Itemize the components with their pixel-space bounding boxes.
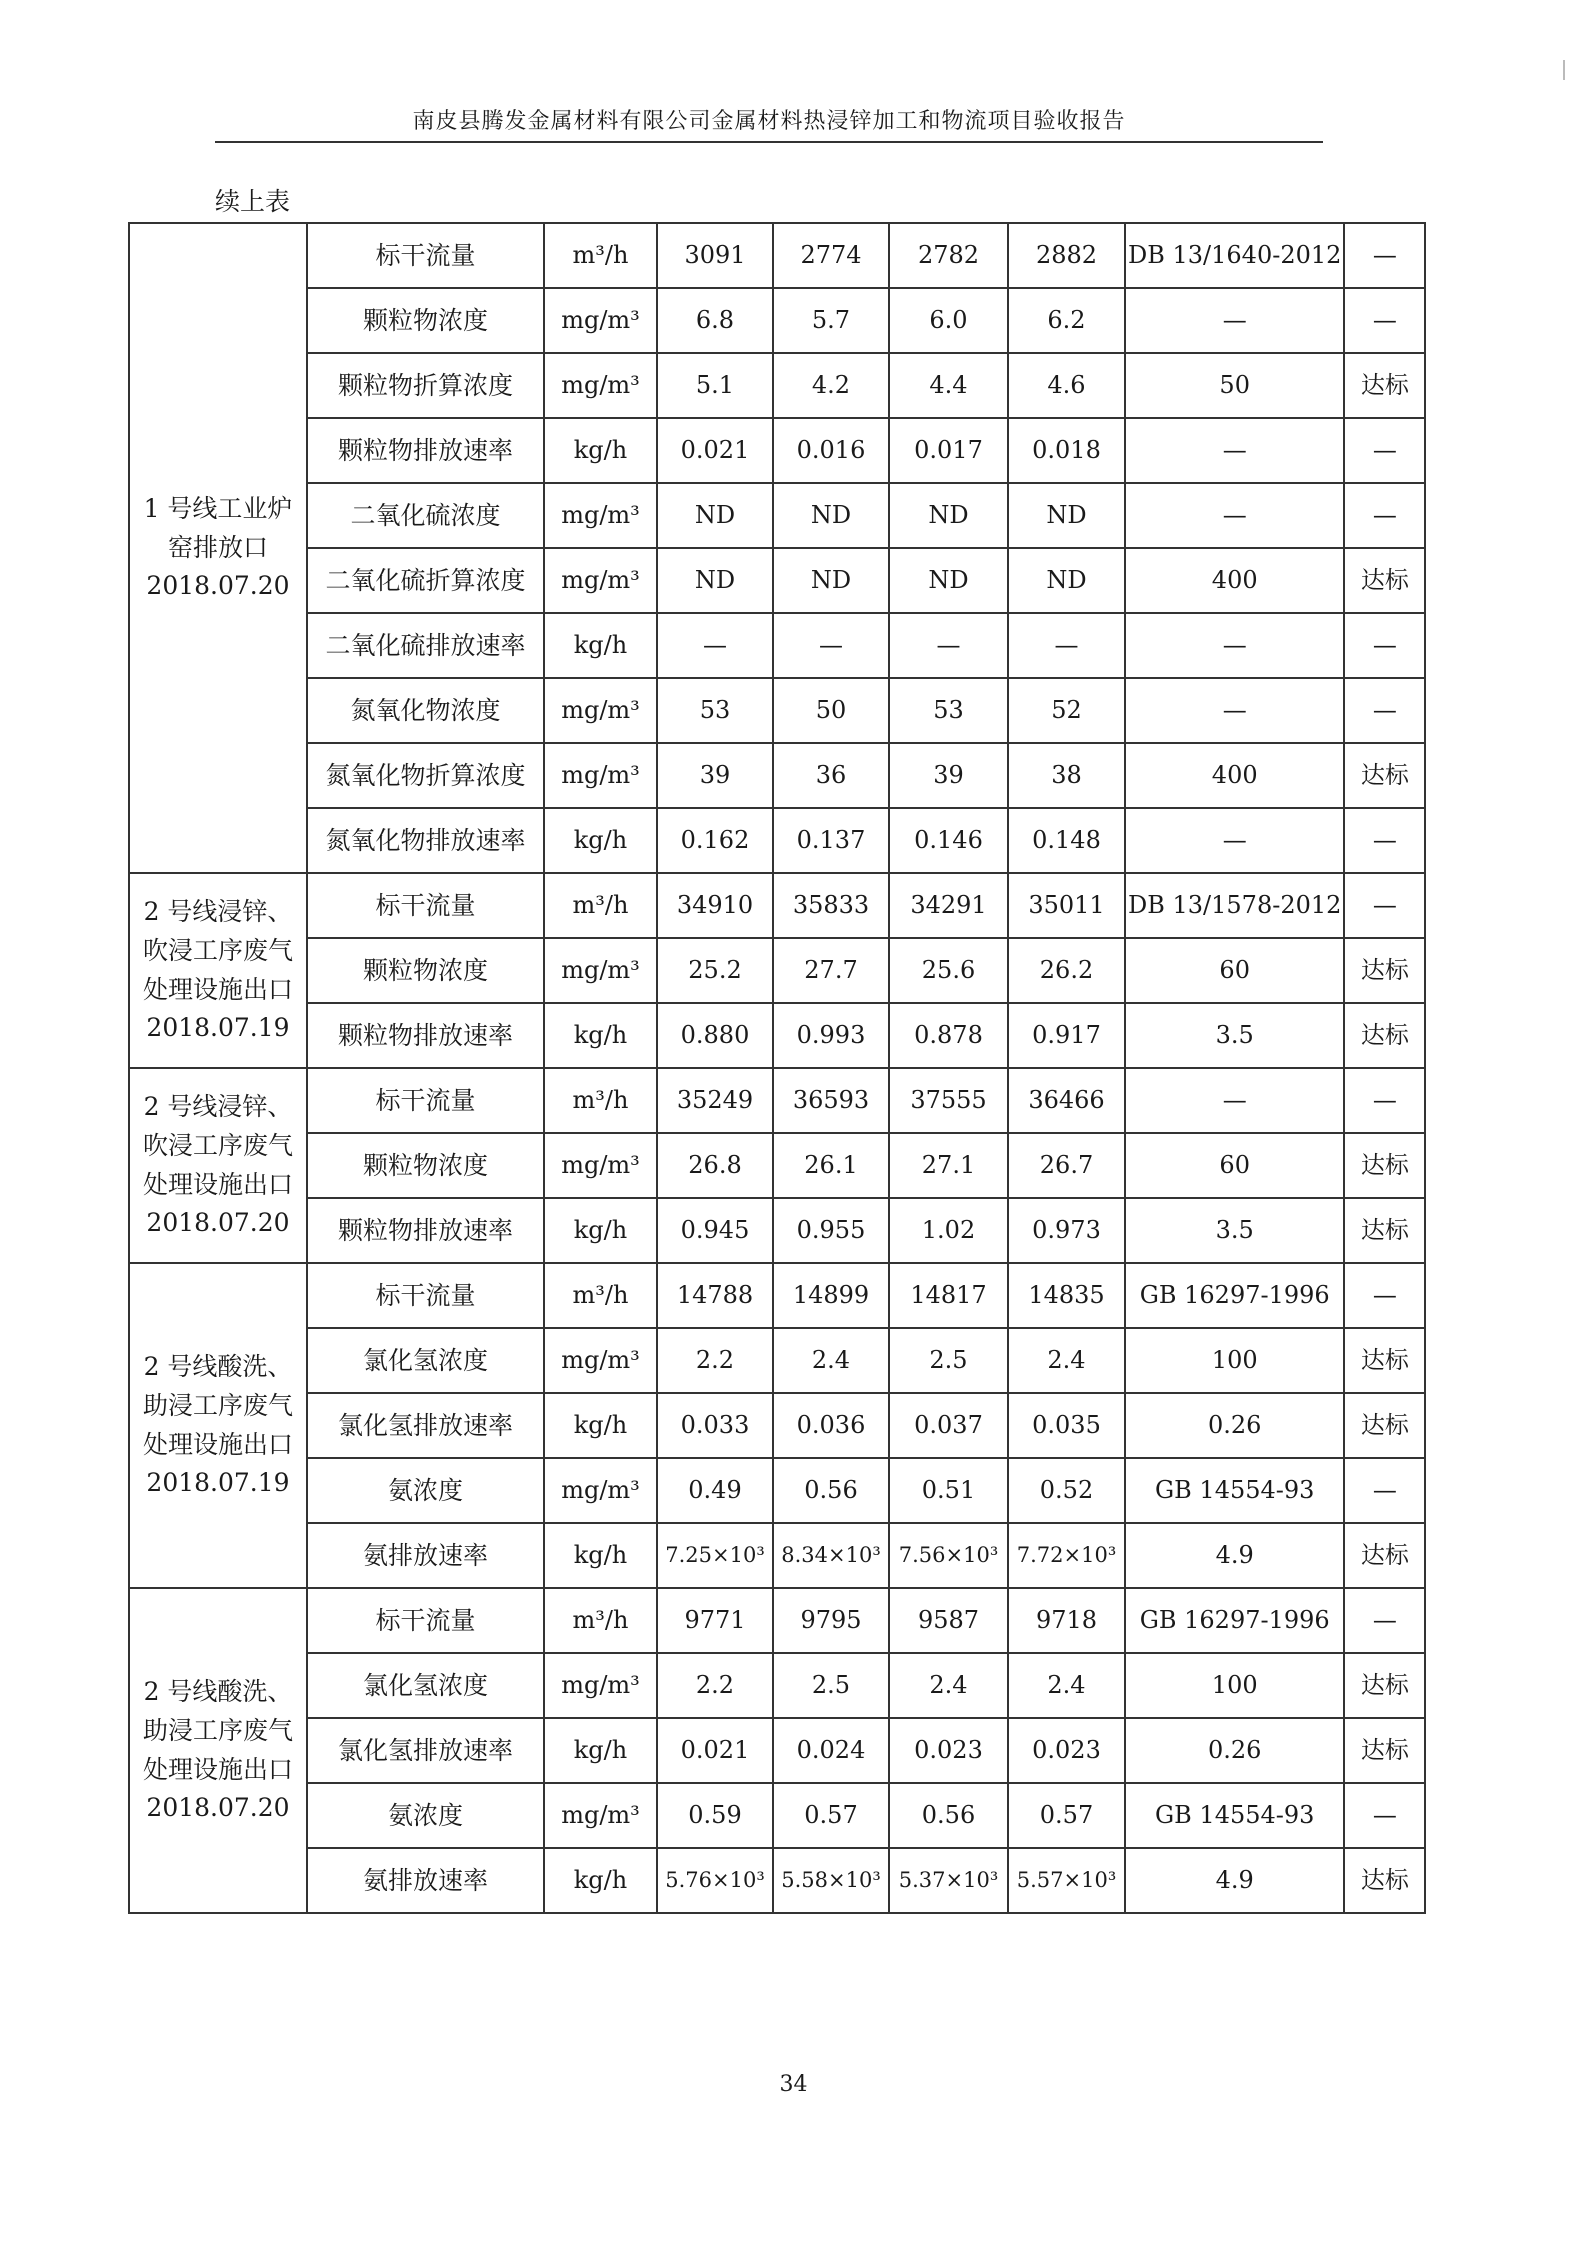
value-cell: 0.018 (1008, 418, 1125, 483)
value-cell: 39 (889, 743, 1008, 808)
continued-table-label: 续上表 (215, 187, 291, 216)
table-row (129, 678, 1425, 743)
unit-cell: kg/h (544, 1718, 657, 1783)
value-cell: 2.2 (657, 1653, 773, 1718)
value-cell: 0.021 (657, 1718, 773, 1783)
result-cell: — (1344, 483, 1425, 548)
unit-cell: kg/h (544, 808, 657, 873)
value-cell: 0.59 (657, 1783, 773, 1848)
table-row (129, 1328, 1425, 1393)
standard-cell: — (1125, 418, 1344, 483)
sampling-point-cell: 1 号线工业炉窑排放口 2018.07.20 (129, 223, 307, 873)
value-cell: 36466 (1008, 1068, 1125, 1133)
standard-cell: 4.9 (1125, 1848, 1344, 1913)
item-cell: 氯化氢排放速率 (307, 1393, 544, 1458)
value-cell: 27.1 (889, 1133, 1008, 1198)
value-cell: 0.52 (1008, 1458, 1125, 1523)
unit-cell: mg/m³ (544, 288, 657, 353)
value-cell: 4.6 (1008, 353, 1125, 418)
value-cell: — (773, 613, 889, 678)
standard-cell: — (1125, 613, 1344, 678)
unit-cell: m³/h (544, 1588, 657, 1653)
unit-cell: kg/h (544, 1393, 657, 1458)
value-cell: 2782 (889, 223, 1008, 288)
table-row (129, 418, 1425, 483)
table-row (129, 1848, 1425, 1913)
value-cell: 2.2 (657, 1328, 773, 1393)
value-cell: 0.993 (773, 1003, 889, 1068)
result-cell: — (1344, 808, 1425, 873)
value-cell: 0.56 (773, 1458, 889, 1523)
value-cell: 0.57 (1008, 1783, 1125, 1848)
unit-cell: m³/h (544, 873, 657, 938)
value-cell: 39 (657, 743, 773, 808)
item-cell: 颗粒物浓度 (307, 1133, 544, 1198)
item-cell: 氨浓度 (307, 1458, 544, 1523)
value-cell: ND (889, 483, 1008, 548)
value-cell: — (657, 613, 773, 678)
sampling-point-cell: 2 号线酸洗、助浸工序废气处理设施出口 2018.07.20 (129, 1588, 307, 1913)
header-divider (215, 141, 1323, 143)
item-cell: 二氧化硫浓度 (307, 483, 544, 548)
value-cell: 9795 (773, 1588, 889, 1653)
item-cell: 氮氧化物浓度 (307, 678, 544, 743)
value-cell: — (1008, 613, 1125, 678)
value-cell: 0.945 (657, 1198, 773, 1263)
unit-cell: kg/h (544, 1003, 657, 1068)
table-row (129, 1523, 1425, 1588)
table-row (129, 548, 1425, 613)
standard-cell: 3.5 (1125, 1003, 1344, 1068)
value-cell: 0.162 (657, 808, 773, 873)
value-cell: 9718 (1008, 1588, 1125, 1653)
standard-cell: GB 16297-1996 (1125, 1263, 1344, 1328)
value-cell: 2774 (773, 223, 889, 288)
result-cell: 达标 (1344, 743, 1425, 808)
result-cell: 达标 (1344, 1133, 1425, 1198)
standard-cell: 3.5 (1125, 1198, 1344, 1263)
table-row (129, 1133, 1425, 1198)
unit-cell: m³/h (544, 1068, 657, 1133)
table-row (129, 1458, 1425, 1523)
unit-cell: mg/m³ (544, 1653, 657, 1718)
item-cell: 标干流量 (307, 223, 544, 288)
sampling-point-cell: 2 号线酸洗、助浸工序废气处理设施出口 2018.07.19 (129, 1263, 307, 1588)
value-cell: 34910 (657, 873, 773, 938)
standard-cell: — (1125, 1068, 1344, 1133)
value-cell: 0.880 (657, 1003, 773, 1068)
value-cell: 0.57 (773, 1783, 889, 1848)
value-cell: 5.57×10³ (1008, 1848, 1125, 1913)
item-cell: 氯化氢浓度 (307, 1653, 544, 1718)
item-cell: 氯化氢浓度 (307, 1328, 544, 1393)
value-cell: ND (657, 483, 773, 548)
table-row (129, 353, 1425, 418)
value-cell: 26.2 (1008, 938, 1125, 1003)
standard-cell: DB 13/1578-2012 (1125, 873, 1344, 938)
standard-cell: 400 (1125, 548, 1344, 613)
value-cell: 0.024 (773, 1718, 889, 1783)
value-cell: 9587 (889, 1588, 1008, 1653)
value-cell: 0.56 (889, 1783, 1008, 1848)
result-cell: — (1344, 873, 1425, 938)
unit-cell: kg/h (544, 418, 657, 483)
standard-cell: — (1125, 288, 1344, 353)
item-cell: 氨排放速率 (307, 1523, 544, 1588)
result-cell: 达标 (1344, 1523, 1425, 1588)
value-cell: 0.49 (657, 1458, 773, 1523)
value-cell: — (889, 613, 1008, 678)
value-cell: 7.72×10³ (1008, 1523, 1125, 1588)
value-cell: 0.037 (889, 1393, 1008, 1458)
sampling-point-cell: 2 号线浸锌、吹浸工序废气处理设施出口 2018.07.19 (129, 873, 307, 1068)
item-cell: 颗粒物排放速率 (307, 418, 544, 483)
result-cell: — (1344, 1263, 1425, 1328)
value-cell: 0.033 (657, 1393, 773, 1458)
result-cell: — (1344, 613, 1425, 678)
page-number: 34 (779, 2072, 808, 2097)
result-cell: — (1344, 1588, 1425, 1653)
item-cell: 颗粒物排放速率 (307, 1198, 544, 1263)
value-cell: 2882 (1008, 223, 1125, 288)
result-cell: 达标 (1344, 1718, 1425, 1783)
value-cell: 52 (1008, 678, 1125, 743)
value-cell: 26.8 (657, 1133, 773, 1198)
value-cell: 0.021 (657, 418, 773, 483)
sampling-point-cell: 2 号线浸锌、吹浸工序废气处理设施出口 2018.07.20 (129, 1068, 307, 1263)
item-cell: 颗粒物浓度 (307, 288, 544, 353)
value-cell: 4.4 (889, 353, 1008, 418)
emission-results-table (128, 222, 1426, 1914)
value-cell: ND (773, 483, 889, 548)
item-cell: 颗粒物折算浓度 (307, 353, 544, 418)
value-cell: 9771 (657, 1588, 773, 1653)
value-cell: 2.5 (889, 1328, 1008, 1393)
table-row (129, 1588, 1425, 1653)
item-cell: 氨浓度 (307, 1783, 544, 1848)
value-cell: 27.7 (773, 938, 889, 1003)
value-cell: 36593 (773, 1068, 889, 1133)
standard-cell: 0.26 (1125, 1393, 1344, 1458)
table-row (129, 483, 1425, 548)
item-cell: 二氧化硫折算浓度 (307, 548, 544, 613)
value-cell: 14899 (773, 1263, 889, 1328)
value-cell: ND (889, 548, 1008, 613)
table-body (129, 223, 1425, 1913)
item-cell: 二氧化硫排放速率 (307, 613, 544, 678)
result-cell: 达标 (1344, 353, 1425, 418)
standard-cell: GB 14554-93 (1125, 1783, 1344, 1848)
item-cell: 氨排放速率 (307, 1848, 544, 1913)
item-cell: 标干流量 (307, 1068, 544, 1133)
value-cell: 2.4 (773, 1328, 889, 1393)
item-cell: 标干流量 (307, 873, 544, 938)
value-cell: 38 (1008, 743, 1125, 808)
table-row (129, 1653, 1425, 1718)
table-row (129, 613, 1425, 678)
value-cell: 4.2 (773, 353, 889, 418)
table-row (129, 808, 1425, 873)
unit-cell: mg/m³ (544, 483, 657, 548)
value-cell: 37555 (889, 1068, 1008, 1133)
value-cell: ND (1008, 548, 1125, 613)
value-cell: 3091 (657, 223, 773, 288)
value-cell: 6.8 (657, 288, 773, 353)
result-cell: 达标 (1344, 1848, 1425, 1913)
item-cell: 氮氧化物折算浓度 (307, 743, 544, 808)
value-cell: 8.34×10³ (773, 1523, 889, 1588)
table-row (129, 1263, 1425, 1328)
value-cell: 5.58×10³ (773, 1848, 889, 1913)
table-row (129, 938, 1425, 1003)
unit-cell: mg/m³ (544, 678, 657, 743)
value-cell: 25.2 (657, 938, 773, 1003)
result-cell: — (1344, 288, 1425, 353)
table-row (129, 743, 1425, 808)
unit-cell: mg/m³ (544, 1328, 657, 1393)
standard-cell: — (1125, 678, 1344, 743)
value-cell: 0.023 (889, 1718, 1008, 1783)
value-cell: 50 (773, 678, 889, 743)
standard-cell: 100 (1125, 1653, 1344, 1718)
value-cell: 0.023 (1008, 1718, 1125, 1783)
unit-cell: kg/h (544, 1198, 657, 1263)
result-cell: 达标 (1344, 938, 1425, 1003)
result-cell: — (1344, 1068, 1425, 1133)
value-cell: 0.955 (773, 1198, 889, 1263)
unit-cell: kg/h (544, 1523, 657, 1588)
standard-cell: 50 (1125, 353, 1344, 418)
unit-cell: mg/m³ (544, 1458, 657, 1523)
value-cell: 6.2 (1008, 288, 1125, 353)
result-cell: 达标 (1344, 1393, 1425, 1458)
table-row (129, 1393, 1425, 1458)
unit-cell: mg/m³ (544, 353, 657, 418)
standard-cell: 60 (1125, 1133, 1344, 1198)
unit-cell: m³/h (544, 1263, 657, 1328)
standard-cell: 60 (1125, 938, 1344, 1003)
value-cell: 14835 (1008, 1263, 1125, 1328)
item-cell: 氯化氢排放速率 (307, 1718, 544, 1783)
value-cell: 35833 (773, 873, 889, 938)
result-cell: 达标 (1344, 548, 1425, 613)
table-row (129, 873, 1425, 938)
value-cell: ND (657, 548, 773, 613)
value-cell: 35011 (1008, 873, 1125, 938)
scan-edge-mark (1563, 60, 1565, 80)
value-cell: 0.148 (1008, 808, 1125, 873)
value-cell: 0.917 (1008, 1003, 1125, 1068)
value-cell: 36 (773, 743, 889, 808)
value-cell: 0.036 (773, 1393, 889, 1458)
value-cell: ND (773, 548, 889, 613)
value-cell: 25.6 (889, 938, 1008, 1003)
value-cell: 5.37×10³ (889, 1848, 1008, 1913)
table-row (129, 1003, 1425, 1068)
value-cell: 53 (657, 678, 773, 743)
standard-cell: 400 (1125, 743, 1344, 808)
unit-cell: mg/m³ (544, 743, 657, 808)
unit-cell: mg/m³ (544, 938, 657, 1003)
standard-cell: — (1125, 483, 1344, 548)
unit-cell: m³/h (544, 223, 657, 288)
value-cell: 7.56×10³ (889, 1523, 1008, 1588)
unit-cell: kg/h (544, 613, 657, 678)
value-cell: 35249 (657, 1068, 773, 1133)
value-cell: 6.0 (889, 288, 1008, 353)
table-row (129, 1718, 1425, 1783)
value-cell: 2.4 (1008, 1328, 1125, 1393)
value-cell: 34291 (889, 873, 1008, 938)
value-cell: 2.4 (1008, 1653, 1125, 1718)
value-cell: 1.02 (889, 1198, 1008, 1263)
value-cell: 0.146 (889, 808, 1008, 873)
value-cell: 7.25×10³ (657, 1523, 773, 1588)
value-cell: 53 (889, 678, 1008, 743)
result-cell: — (1344, 678, 1425, 743)
result-cell: 达标 (1344, 1198, 1425, 1263)
value-cell: ND (1008, 483, 1125, 548)
unit-cell: kg/h (544, 1848, 657, 1913)
table-row (129, 1783, 1425, 1848)
standard-cell: 4.9 (1125, 1523, 1344, 1588)
value-cell: 0.973 (1008, 1198, 1125, 1263)
item-cell: 标干流量 (307, 1588, 544, 1653)
table-row (129, 1198, 1425, 1263)
standard-cell: 100 (1125, 1328, 1344, 1393)
value-cell: 14817 (889, 1263, 1008, 1328)
value-cell: 0.878 (889, 1003, 1008, 1068)
standard-cell: — (1125, 808, 1344, 873)
value-cell: 26.1 (773, 1133, 889, 1198)
value-cell: 0.017 (889, 418, 1008, 483)
item-cell: 颗粒物浓度 (307, 938, 544, 1003)
standard-cell: DB 13/1640-2012 (1125, 223, 1344, 288)
report-header-title: 南皮县腾发金属材料有限公司金属材料热浸锌加工和物流项目验收报告 (412, 109, 1126, 134)
value-cell: 2.4 (889, 1653, 1008, 1718)
table-row (129, 223, 1425, 288)
standard-cell: GB 14554-93 (1125, 1458, 1344, 1523)
unit-cell: mg/m³ (544, 548, 657, 613)
result-cell: — (1344, 1783, 1425, 1848)
value-cell: 26.7 (1008, 1133, 1125, 1198)
value-cell: 0.016 (773, 418, 889, 483)
unit-cell: mg/m³ (544, 1133, 657, 1198)
value-cell: 5.1 (657, 353, 773, 418)
result-cell: 达标 (1344, 1328, 1425, 1393)
item-cell: 标干流量 (307, 1263, 544, 1328)
value-cell: 2.5 (773, 1653, 889, 1718)
item-cell: 颗粒物排放速率 (307, 1003, 544, 1068)
value-cell: 14788 (657, 1263, 773, 1328)
result-cell: — (1344, 1458, 1425, 1523)
result-cell: 达标 (1344, 1003, 1425, 1068)
value-cell: 0.137 (773, 808, 889, 873)
value-cell: 0.51 (889, 1458, 1008, 1523)
result-cell: 达标 (1344, 1653, 1425, 1718)
table-row (129, 288, 1425, 353)
value-cell: 5.7 (773, 288, 889, 353)
value-cell: 5.76×10³ (657, 1848, 773, 1913)
standard-cell: GB 16297-1996 (1125, 1588, 1344, 1653)
item-cell: 氮氧化物排放速率 (307, 808, 544, 873)
value-cell: 0.035 (1008, 1393, 1125, 1458)
result-cell: — (1344, 418, 1425, 483)
unit-cell: mg/m³ (544, 1783, 657, 1848)
table-row (129, 1068, 1425, 1133)
standard-cell: 0.26 (1125, 1718, 1344, 1783)
result-cell: — (1344, 223, 1425, 288)
